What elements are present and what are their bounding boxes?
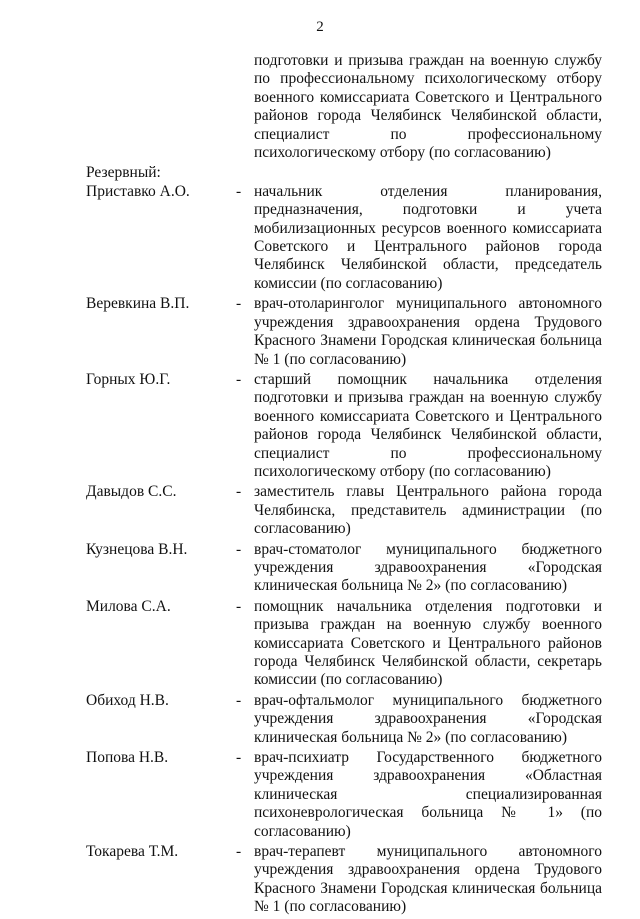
member-name: Попова Н.В.	[86, 749, 169, 767]
member-entry	[86, 692, 602, 747]
member-name: Приставко А.О.	[86, 182, 190, 200]
member-entry	[86, 183, 602, 293]
member-name: Обиход Н.В.	[86, 691, 169, 709]
member-name: Давыдов С.С.	[86, 483, 177, 501]
member-entry	[86, 598, 602, 690]
page-number: 2	[316, 19, 324, 35]
member-name: Веревкина В.П.	[86, 295, 190, 313]
dash-separator: -	[236, 691, 242, 709]
member-position: начальник отделения планирования, предназначения, подготовки и учета мобилизационных ресурсов военного комиссариата Советского и Центрального районов города Челябинск Челябинской области, председатель комиссии (по согласованию)	[254, 182, 602, 292]
commission-list	[86, 52, 602, 919]
member-entry	[86, 483, 602, 538]
dash-separator: -	[236, 483, 242, 501]
dash-separator: -	[236, 295, 242, 313]
reserve-label: Резервный:	[86, 164, 161, 182]
reserve-members-list	[86, 183, 602, 917]
member-entry	[86, 749, 602, 841]
dash-separator: -	[236, 182, 242, 200]
member-name: Горных Ю.Г.	[86, 370, 171, 388]
dash-separator: -	[236, 749, 242, 767]
continued-description: подготовки и призыва граждан на военную службу по профессиональному психологическому отбору военного комиссариата Советского и Центрального районов города Челябинск Челябинской области, специалист по профессиональному психологическому отбору (по согласованию)	[254, 52, 602, 162]
member-entry	[86, 371, 602, 481]
member-entry	[86, 541, 602, 596]
dash-separator: -	[236, 370, 242, 388]
member-position: врач-терапевт муниципального автономного учреждения здравоохранения ордена Трудового Красного Знамени Городская клиническая больница № 1 (по согласованию)	[254, 843, 602, 916]
member-name: Токарева Т.М.	[86, 843, 179, 861]
dash-separator: -	[236, 597, 242, 615]
member-entry	[86, 295, 602, 369]
member-position: помощник начальника отделения подготовки и призыва граждан на военную службу военного комиссариата Советского и Центрального районов города Челябинск Челябинской области, секретарь комиссии (по согласованию)	[254, 597, 602, 689]
member-position: старший помощник начальника отделения подготовки и призыва граждан на военную службу военного комиссариата Советского и Центрального районов города Челябинск Челябинской области, специалист по профессиональному психологическому отбору (по согласованию)	[254, 370, 602, 480]
member-entry	[86, 843, 602, 917]
member-position: врач-отоларинголог муниципального автономного учреждения здравоохранения ордена Трудового Красного Знамени Городская клиническая больница № 1 (по согласованию)	[254, 295, 602, 368]
member-position: врач-стоматолог муниципального бюджетного учреждения здравоохранения «Городская клиническая больница № 2» (по согласованию)	[254, 540, 602, 595]
member-position: заместитель главы Центрального района города Челябинска, представитель администрации (по согласованию)	[254, 483, 602, 538]
dash-separator: -	[236, 540, 242, 558]
member-position: врач-психиатр Государственного бюджетного учреждения здравоохранения «Областная клиническая специализированная психоневрологическая больница № 1» (по согласованию)	[254, 749, 602, 840]
member-position: врач-офтальмолог муниципального бюджетного учреждения здравоохранения «Городская клиническая больница № 2» (по согласованию)	[254, 691, 602, 746]
member-name: Кузнецова В.Н.	[86, 540, 188, 558]
member-name: Милова С.А.	[86, 597, 171, 615]
dash-separator: -	[236, 843, 242, 861]
